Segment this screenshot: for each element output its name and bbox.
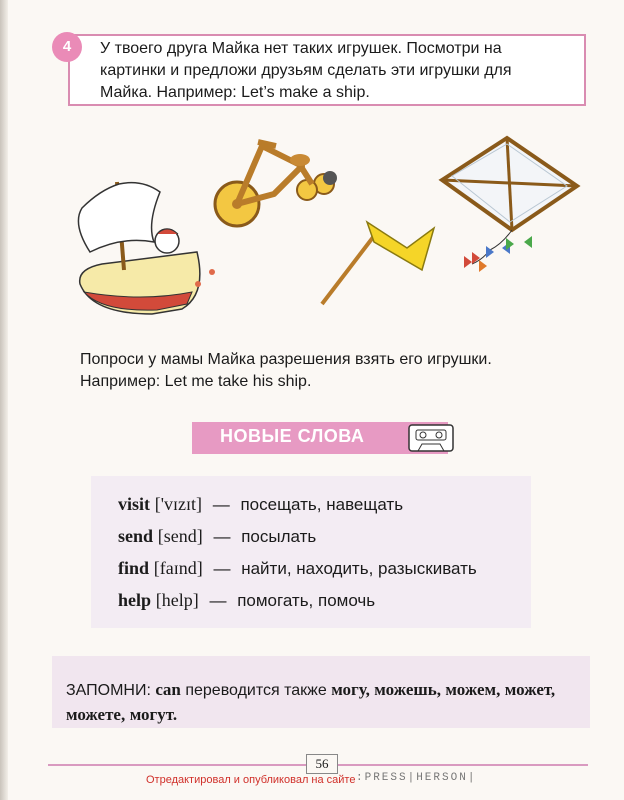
note-line-1: Попроси у мамы Майка разрешения взять его игрушки. xyxy=(80,351,492,368)
remember-phrase: переводится также xyxy=(185,682,327,699)
note-line-2: Например: Let me take his ship. xyxy=(80,373,312,390)
exercise-number-badge: 4 xyxy=(52,32,82,62)
vocab-meaning: найти, находить, разыскивать xyxy=(241,559,477,578)
new-words-title: НОВЫЕ СЛОВА xyxy=(220,426,365,446)
task-text xyxy=(100,38,586,104)
remember-label: ЗАПОМНИ: xyxy=(66,682,151,699)
vocab-transcription: [faɪnd] xyxy=(153,558,203,578)
vocab-transcription: ['vɪzɪt] xyxy=(154,494,202,514)
vocab-dash: — xyxy=(209,591,227,610)
vocab-dash: — xyxy=(212,495,230,514)
bicycle-illustration xyxy=(215,142,337,226)
remember-form: могу, xyxy=(331,680,370,699)
remember-form: может, xyxy=(504,680,556,699)
vocab-word: send xyxy=(118,526,154,546)
remember-form: могут. xyxy=(129,705,178,724)
vocab-row xyxy=(118,590,375,614)
vocab-transcription: [send] xyxy=(157,526,203,546)
remember-form: можем, xyxy=(445,680,501,699)
toy-illustrations xyxy=(62,124,582,324)
vocab-word: find xyxy=(118,558,150,578)
credit-site-logo: :PRESS|HERSON| xyxy=(356,772,477,784)
vocab-transcription: [help] xyxy=(155,590,199,610)
vocab-row xyxy=(118,558,477,582)
page-number: 56 xyxy=(306,754,338,774)
vocab-meaning: посещать, навещать xyxy=(240,495,404,514)
vocab-word: visit xyxy=(118,494,151,514)
remember-form: можете, xyxy=(66,705,126,724)
remember-form: можешь, xyxy=(374,680,441,699)
vocab-row xyxy=(118,526,316,550)
task-line-3: Майка. Например: Let’s make a ship. xyxy=(100,84,370,101)
remember-text xyxy=(66,678,586,728)
kite-illustration xyxy=(442,138,577,272)
flag-illustration xyxy=(322,222,434,304)
vocab-meaning: помогать, помочь xyxy=(237,591,376,610)
vocab-dash: — xyxy=(213,559,231,578)
vocab-word: help xyxy=(118,590,152,610)
task-line-2: картинки и предложи друзьям сделать эти игрушки для xyxy=(100,62,512,79)
page-edge xyxy=(0,0,8,800)
vocab-row xyxy=(118,494,403,518)
vocab-dash: — xyxy=(213,527,231,546)
cassette-icon xyxy=(408,424,454,452)
task-line-1: У твоего друга Майка нет таких игрушек. Посмотри на xyxy=(100,40,502,57)
instruction-text xyxy=(80,349,600,393)
boat-illustration xyxy=(78,182,215,314)
credit-text: Отредактировал и опубликовал на сайте xyxy=(146,774,356,786)
remember-can: can xyxy=(155,680,181,699)
vocab-meaning: посылать xyxy=(241,527,317,546)
